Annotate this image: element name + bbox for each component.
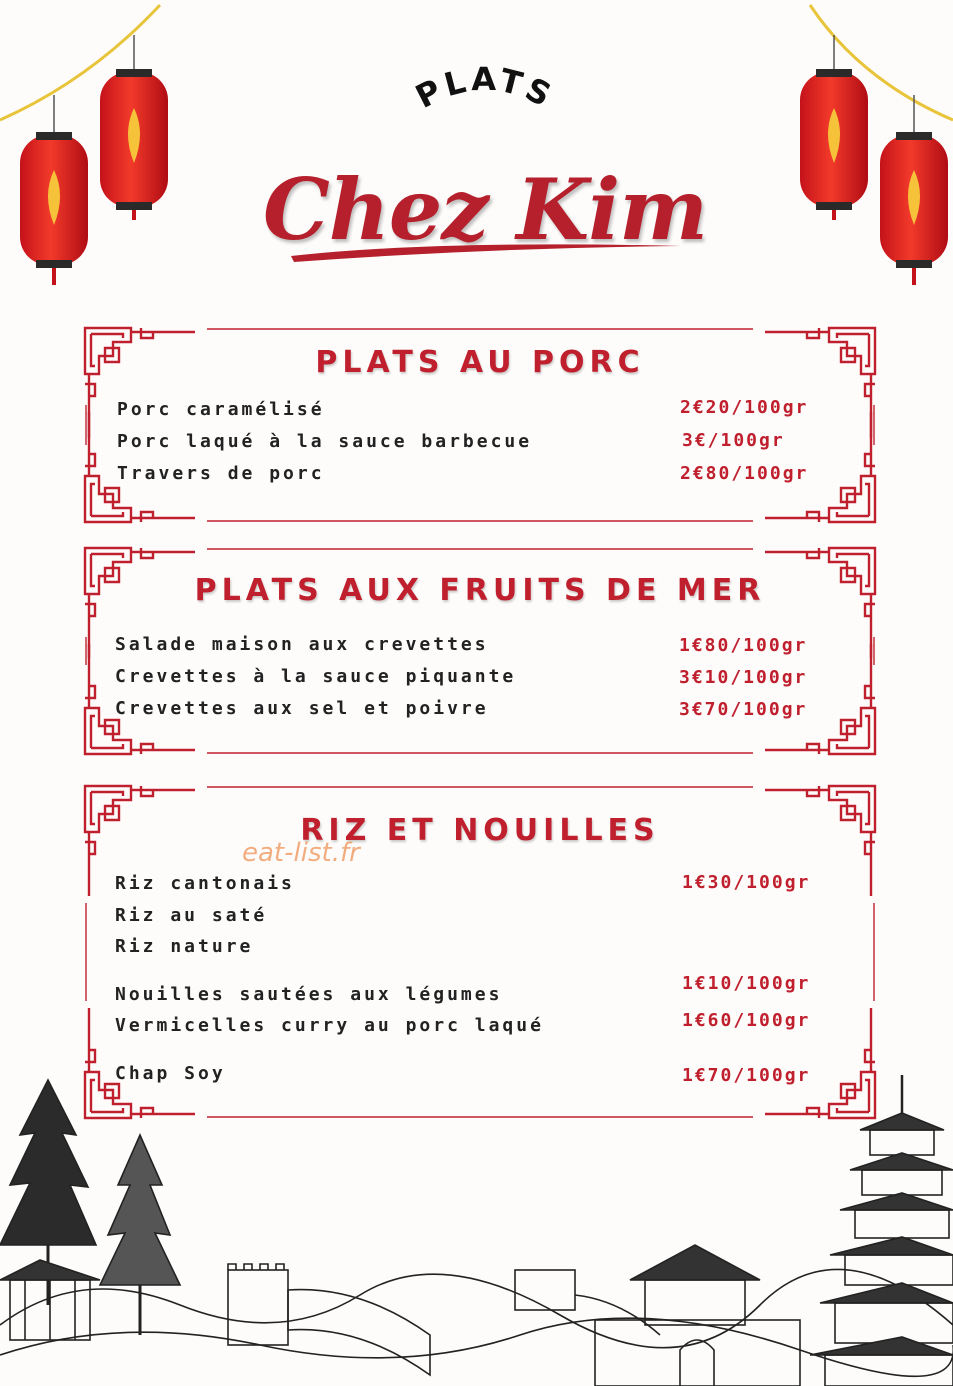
brush-underline xyxy=(286,236,686,266)
plats-subtitle xyxy=(250,60,720,140)
section-title: RIZ ET NOUILLES xyxy=(300,813,660,848)
menu-price: 1€80/100gr xyxy=(679,635,808,656)
menu-item: Porc caramélisé xyxy=(117,399,325,420)
lantern-icon xyxy=(800,35,868,220)
section-title: PLATS AU PORC xyxy=(315,345,645,380)
menu-item: Vermicelles curry au porc laqué xyxy=(115,1015,544,1036)
svg-text:PLATS: PLATS xyxy=(409,60,561,116)
menu-item: Nouilles sautées aux légumes xyxy=(115,984,503,1005)
lantern-icon xyxy=(20,95,88,285)
menu-price: 3€/100gr xyxy=(682,430,785,451)
menu-item: Porc laqué à la sauce barbecue xyxy=(117,431,533,452)
menu-item: Riz au saté xyxy=(115,905,268,926)
restaurant-name: Chez Kim xyxy=(262,160,708,259)
lantern-icon xyxy=(100,35,168,220)
menu-item: Crevettes à la sauce piquante xyxy=(115,666,517,687)
menu-item: Crevettes aux sel et poivre xyxy=(115,698,489,719)
watermark: eat-list.fr xyxy=(242,838,360,868)
pine-tree-icon xyxy=(100,1135,180,1335)
gate-building-icon xyxy=(595,1245,800,1386)
menu-price: 3€10/100gr xyxy=(679,667,808,688)
menu-price: 2€80/100gr xyxy=(680,463,809,484)
menu-price: 1€70/100gr xyxy=(682,1065,811,1086)
section-riz-nouilles xyxy=(82,783,878,1121)
menu-price: 3€70/100gr xyxy=(679,699,808,720)
menu-price: 2€20/100gr xyxy=(680,397,809,418)
menu-header xyxy=(250,60,720,280)
section-title: PLATS AUX FRUITS DE MER xyxy=(194,573,766,608)
section-porc xyxy=(82,325,878,525)
menu-price: 1€60/100gr xyxy=(682,1010,811,1031)
pavilion-icon xyxy=(0,1260,100,1340)
menu-item: Chap Soy xyxy=(115,1063,226,1084)
lantern-icon xyxy=(880,95,948,285)
menu-item: Riz nature xyxy=(115,936,254,957)
menu-item: Riz cantonais xyxy=(115,873,295,894)
pagoda-icon xyxy=(810,1075,953,1386)
menu-item: Travers de porc xyxy=(117,463,325,484)
menu-item: Salade maison aux crevettes xyxy=(115,634,489,655)
section-fruits-de-mer xyxy=(82,545,878,757)
menu-price: 1€10/100gr xyxy=(682,973,811,994)
landscape-illustration xyxy=(0,1075,953,1386)
menu-price: 1€30/100gr xyxy=(682,872,811,893)
